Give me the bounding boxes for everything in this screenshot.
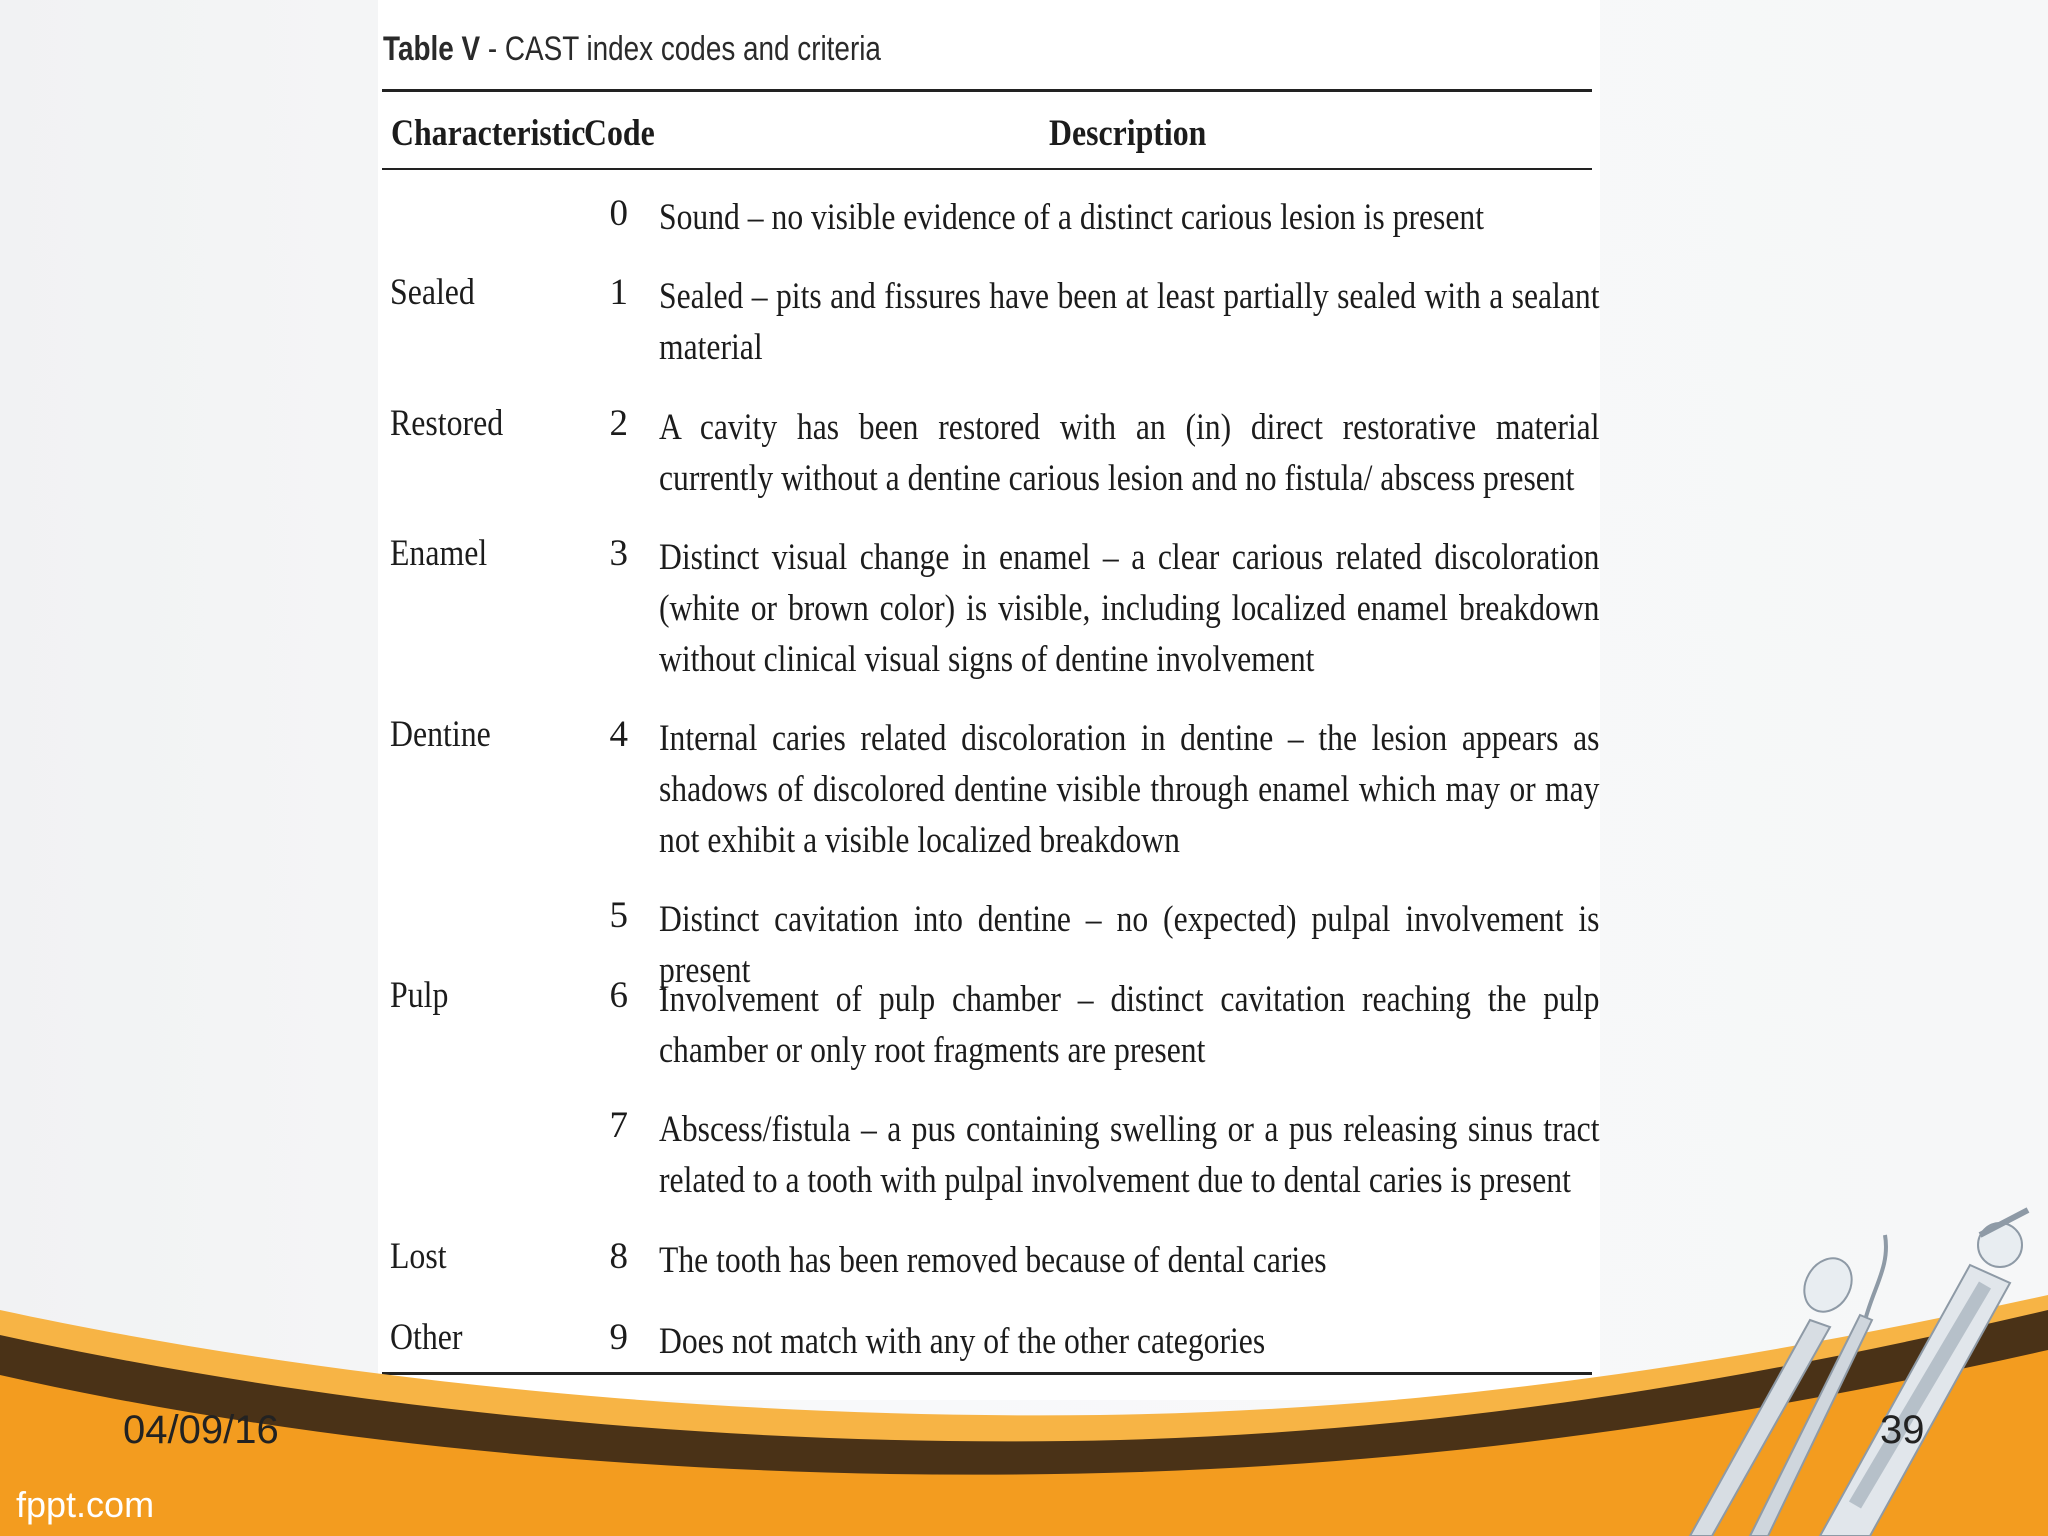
page-number: 39 xyxy=(1880,1408,1925,1452)
header-code: Code xyxy=(584,113,655,154)
row-code: 6 xyxy=(609,975,628,1016)
row-description: Sealed – pits and fissures have been at least partially sealed with a sealant material xyxy=(659,276,1600,368)
header-characteristic: Characteristic xyxy=(391,113,586,154)
row-characteristic: Pulp xyxy=(390,975,449,1016)
row-characteristic: Restored xyxy=(390,403,504,444)
table-top-rule xyxy=(382,89,1592,92)
row-description: A cavity has been restored with an (in) direct restorative material currently without a dentine carious lesion and no fistula/ abscess present xyxy=(659,407,1600,499)
row-code: 7 xyxy=(609,1105,628,1146)
row-characteristic: Sealed xyxy=(390,272,475,313)
footer-date: 04/09/16 xyxy=(123,1408,279,1452)
row-description: Does not match with any of the other categories xyxy=(659,1321,1266,1362)
row-description: Internal caries related discoloration in dentine – the lesion appears as shadows of discolored dentine visible through enamel which may or may not exhibit a visible localized breakdown xyxy=(659,718,1600,861)
row-description: The tooth has been removed because of dental caries xyxy=(659,1240,1327,1281)
row-description: Abscess/fistula – a pus containing swelling or a pus releasing sinus tract related to a tooth with pulpal involvement due to dental caries is present xyxy=(659,1109,1600,1201)
row-characteristic: Lost xyxy=(390,1236,447,1277)
row-description: Distinct cavitation into dentine – no (expected) pulpal involvement is present xyxy=(659,899,1600,991)
table-header-rule xyxy=(382,168,1592,170)
table-caption-title: - CAST index codes and criteria xyxy=(480,30,881,68)
row-code: 9 xyxy=(609,1317,628,1358)
row-code: 8 xyxy=(609,1236,628,1277)
dental-instruments-icon xyxy=(1680,1205,2048,1536)
row-characteristic: Dentine xyxy=(390,714,491,755)
row-description: Distinct visual change in enamel – a clear carious related discoloration (white or brown color) is visible, including localized enamel breakdown without clinical visual signs of dentine involvement xyxy=(659,537,1600,680)
row-code: 1 xyxy=(609,272,628,313)
row-code: 5 xyxy=(609,895,628,936)
table-caption-number: Table V xyxy=(383,30,481,68)
row-characteristic: Enamel xyxy=(390,533,488,574)
row-description: Sound – no visible evidence of a distinct carious lesion is present xyxy=(659,197,1484,238)
table-caption xyxy=(383,30,881,69)
row-code: 0 xyxy=(609,193,628,234)
header-description: Description xyxy=(1049,113,1207,154)
row-code: 3 xyxy=(609,533,628,574)
row-code: 4 xyxy=(609,714,628,755)
row-description: Involvement of pulp chamber – distinct cavitation reaching the pulp chamber or only root fragments are present xyxy=(659,979,1600,1071)
footer-brand-logo: fppt.com xyxy=(16,1484,155,1525)
row-characteristic: Other xyxy=(390,1317,463,1358)
row-code: 2 xyxy=(609,403,628,444)
